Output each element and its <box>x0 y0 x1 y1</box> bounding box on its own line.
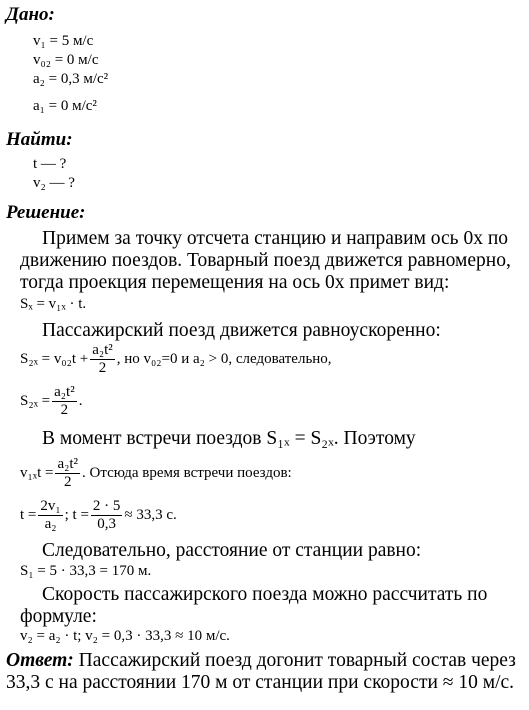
find-heading: Найти: <box>6 129 73 150</box>
fraction-denominator: 2 <box>98 360 107 376</box>
fraction <box>38 498 62 533</box>
formula-distance: S₁ = 5 · 33,3 = 170 м. <box>20 563 152 579</box>
formula-time-mid: ; t = <box>64 506 89 523</box>
given-v02: v₀₂ = 0 м/с <box>33 52 99 68</box>
formula-time-result: ≈ 33,3 с. <box>124 506 177 523</box>
formula-s2x-full <box>20 342 332 377</box>
formula-meeting-note: . Отсюда время встречи поездов: <box>82 464 292 481</box>
fraction <box>90 342 115 377</box>
formula-end: . <box>78 392 83 409</box>
solution-heading: Решение: <box>6 202 86 223</box>
fraction-denominator: 2 <box>60 402 69 418</box>
given-v1: v₁ = 5 м/с <box>33 33 94 49</box>
given-heading: Дано: <box>6 4 55 25</box>
formula-time <box>20 498 177 533</box>
fraction-numerator: 2v₁ <box>40 498 61 514</box>
find-v2: v₂ — ? <box>33 175 75 191</box>
fraction <box>91 498 123 533</box>
solution-paragraph-4: Следовательно, расстояние от станции равно: <box>42 540 422 561</box>
formula-s2x-condition: , но v₀₂=0 и a₂ > 0, следовательно, <box>116 350 332 367</box>
fraction-numerator: a₂t² <box>54 384 75 400</box>
formula-s2x-label: S₂ₓ = <box>20 392 51 409</box>
solution-paragraph-2: Пассажирский поезд движется равноускоренно: <box>42 320 441 341</box>
fraction-numerator: 2 · 5 <box>92 498 121 514</box>
given-a1: a₁ = 0 м/с² <box>33 98 97 114</box>
solution-paragraph-3: В момент встречи поездов S₁ₓ = S₂ₓ. Поэтому <box>42 428 416 449</box>
fraction-denominator: 0,3 <box>97 516 117 532</box>
formula-speed: v₂ = a₂ · t; v₂ = 0,3 · 33,3 ≈ 10 м/с. <box>20 628 230 644</box>
fraction <box>52 384 77 419</box>
given-a2: a₂ = 0,3 м/с² <box>33 71 109 87</box>
formula-s2x-left: S₂ₓ = v₀₂t + <box>20 350 89 367</box>
answer-text: Пассажирский поезд догонит товарный состав через 33,3 с на расстоянии 170 м от станции при скорости ≈ 10 м/с. <box>6 650 516 693</box>
fraction-denominator: a₂ <box>44 516 57 532</box>
find-block <box>33 155 75 193</box>
answer-block <box>6 650 517 694</box>
formula-sx: Sₓ = v₁ₓ · t. <box>20 296 87 312</box>
formula-time-left: t = <box>20 506 37 523</box>
formula-meeting-left: v₁ₓt = <box>20 464 54 481</box>
fraction <box>55 456 80 491</box>
fraction-numerator: a₂t² <box>57 456 79 472</box>
answer-heading: Ответ: <box>6 650 74 671</box>
fraction-numerator: a₂t² <box>92 342 113 358</box>
solution-paragraph-1: Примем за точку отсчета станцию и направим ось 0x по движению поездов. Товарный поезд движется равномерно, тогда проекция перемещения на ось 0x примет вид: <box>20 228 511 293</box>
solution-paragraph-5: Скорость пассажирского поезда можно рассчитать по формуле: <box>20 584 488 627</box>
find-t: t — ? <box>33 156 67 172</box>
fraction-denominator: 2 <box>64 474 72 490</box>
given-block <box>33 32 108 116</box>
formula-meeting <box>20 456 292 491</box>
formula-s2x <box>20 384 82 419</box>
